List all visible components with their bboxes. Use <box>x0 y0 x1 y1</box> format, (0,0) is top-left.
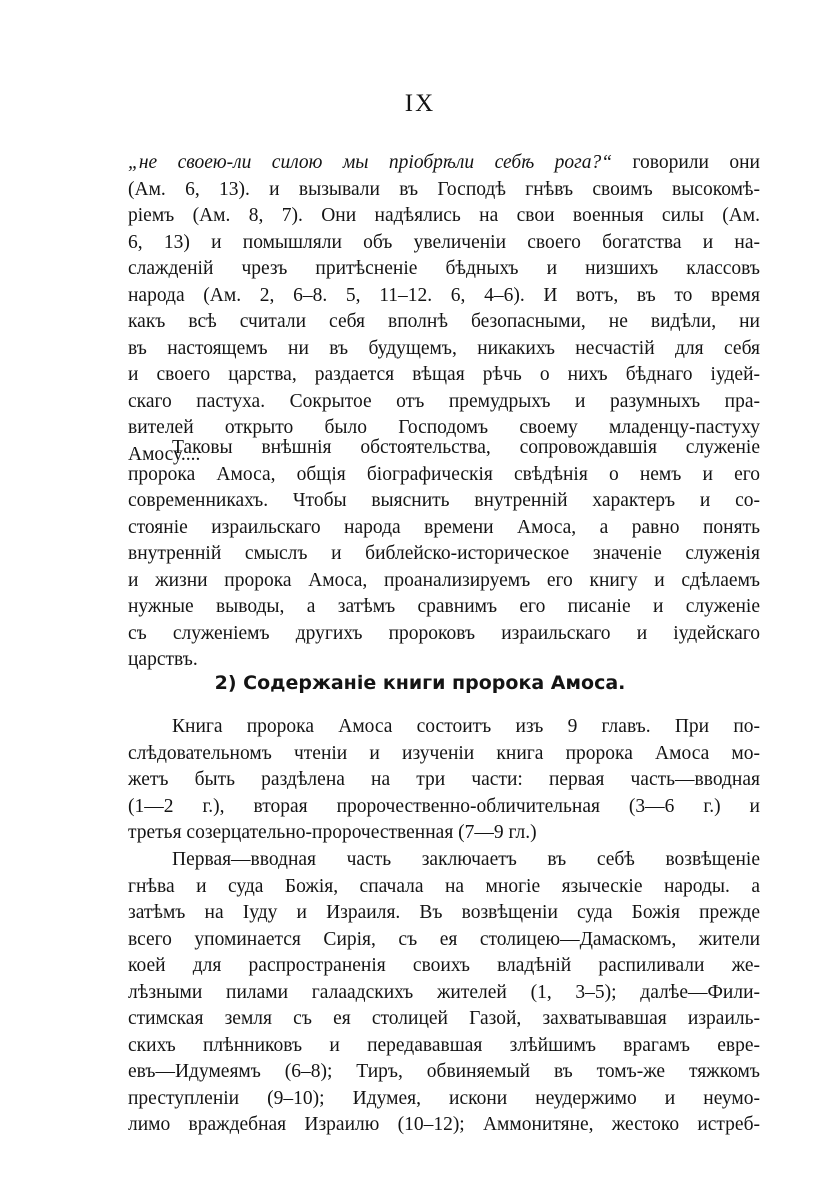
text-line: 6, 13) и помышляли объ увеличеніи своего богатства и на- <box>128 231 760 253</box>
text-line: Первая—вводная часть заключаетъ въ себѣ возвѣщеніе <box>172 849 760 870</box>
text-line: народа (Ам. 2, 6–8. 5, 11–12. 6, 4–6). И вотъ, въ то время <box>128 284 760 306</box>
text-line <box>128 150 760 177</box>
italic-quote: „не своею-ли силою мы пріобрѣли себѣ рога?“ <box>128 152 613 173</box>
text-line: царствъ. <box>128 649 198 670</box>
text-line: Книга пророка Амоса состоитъ изъ 9 главъ. При по- <box>172 716 760 737</box>
text-line: ріемъ (Ам. 8, 7). Они надѣялись на свои военныя силы (Ам. <box>128 205 760 226</box>
text-line: современникахъ. Чтобы выяснить внутренній характеръ и со- <box>128 490 760 511</box>
text-line: вителей открыто было Господомъ своему младенцу-пастуху <box>128 417 760 438</box>
text-line: въ настоящемъ ни въ будущемъ, никакихъ несчастій для себя <box>128 337 760 359</box>
section-heading: 2) Содержаніе книги пророка Амоса. <box>214 672 626 694</box>
text-line: Таковы внѣшнія обстоятельства, сопровождавшія служеніе <box>172 437 760 458</box>
text-line: внутренній смыслъ и библейско-историческое значеніе служенія <box>128 543 760 564</box>
text-line: пророка Амоса, общія біографическія свѣдѣнія о немъ и его <box>128 463 760 485</box>
text-line: Амосу.... <box>128 443 201 465</box>
text-line: затѣмъ на Іуду и Израиля. Въ возвѣщеніи суда Божія прежде <box>128 902 760 923</box>
text-line: скихъ плѣнниковъ и передававшая злѣйшимъ врагамъ евре- <box>128 1034 760 1056</box>
text-line: гнѣва и суда Божія, спачала на многіе языческіе народы. а <box>128 875 760 897</box>
text-line: стимская земля съ ея столицей Газой, захватывавшая израиль- <box>128 1008 760 1029</box>
text-line: и своего царства, раздается вѣщая рѣчь о нихъ бѣднаго іудей- <box>128 364 760 385</box>
paragraph-1 <box>128 150 760 468</box>
paragraph-2 <box>128 435 760 674</box>
page-number: IX <box>404 90 436 117</box>
text-line: стояніе израильскаго народа времени Амоса, а равно понять <box>128 516 760 538</box>
text-line: лимо враждебная Израилю (10–12); Аммонитяне, жестоко истреб- <box>128 1114 760 1135</box>
text-line: съ служеніемъ другихъ пророковъ израильскаго и іудейскаго <box>128 622 760 644</box>
text-line-rest: говорили они <box>612 152 760 173</box>
text-line: лѣзными пилами галаадскихъ жителей (1, 3–5); далѣе—Фили- <box>128 981 760 1003</box>
paragraph-3 <box>128 714 760 847</box>
text-line: (Ам. 6, 13). и вызывали въ Господѣ гнѣвъ своимъ высокомѣ- <box>128 178 760 200</box>
text-line: третья созерцательно-пророчественная (7—9 гл.) <box>128 822 537 843</box>
text-line: какъ всѣ считали себя вполнѣ безопасными, не видѣли, ни <box>128 311 760 332</box>
text-line: слажденій чрезъ притѣсненіе бѣдныхъ и низшихъ классовъ <box>128 258 760 279</box>
text-line: скаго пастуха. Сокрытое отъ премудрыхъ и разумныхъ пра- <box>128 390 760 412</box>
text-line: коей для распространенія своихъ владѣній распиливали же- <box>128 955 760 976</box>
text-line: евъ—Идумеямъ (6–8); Тиръ, обвиняемый въ томъ-же тяжкомъ <box>128 1061 760 1082</box>
text-line: жетъ быть раздѣлена на три части: первая часть—вводная <box>128 769 760 790</box>
text-line: (1—2 г.), вторая пророчественно-обличительная (3—6 г.) и <box>128 795 760 817</box>
text-line: слѣдовательномъ чтеніи и изученіи книга пророка Амоса мо- <box>128 742 760 764</box>
text-line: преступленіи (9–10); Идумея, искони неудержимо и неумо- <box>128 1087 760 1109</box>
text-line: всего упоминается Сирія, съ ея столицею—Дамаскомъ, жители <box>128 928 760 950</box>
paragraph-4 <box>128 847 760 1139</box>
text-line: и жизни пророка Амоса, проанализируемъ его книгу и сдѣлаемъ <box>128 569 760 591</box>
text-line: нужные выводы, а затѣмъ сравнимъ его писаніе и служеніе <box>128 596 760 617</box>
